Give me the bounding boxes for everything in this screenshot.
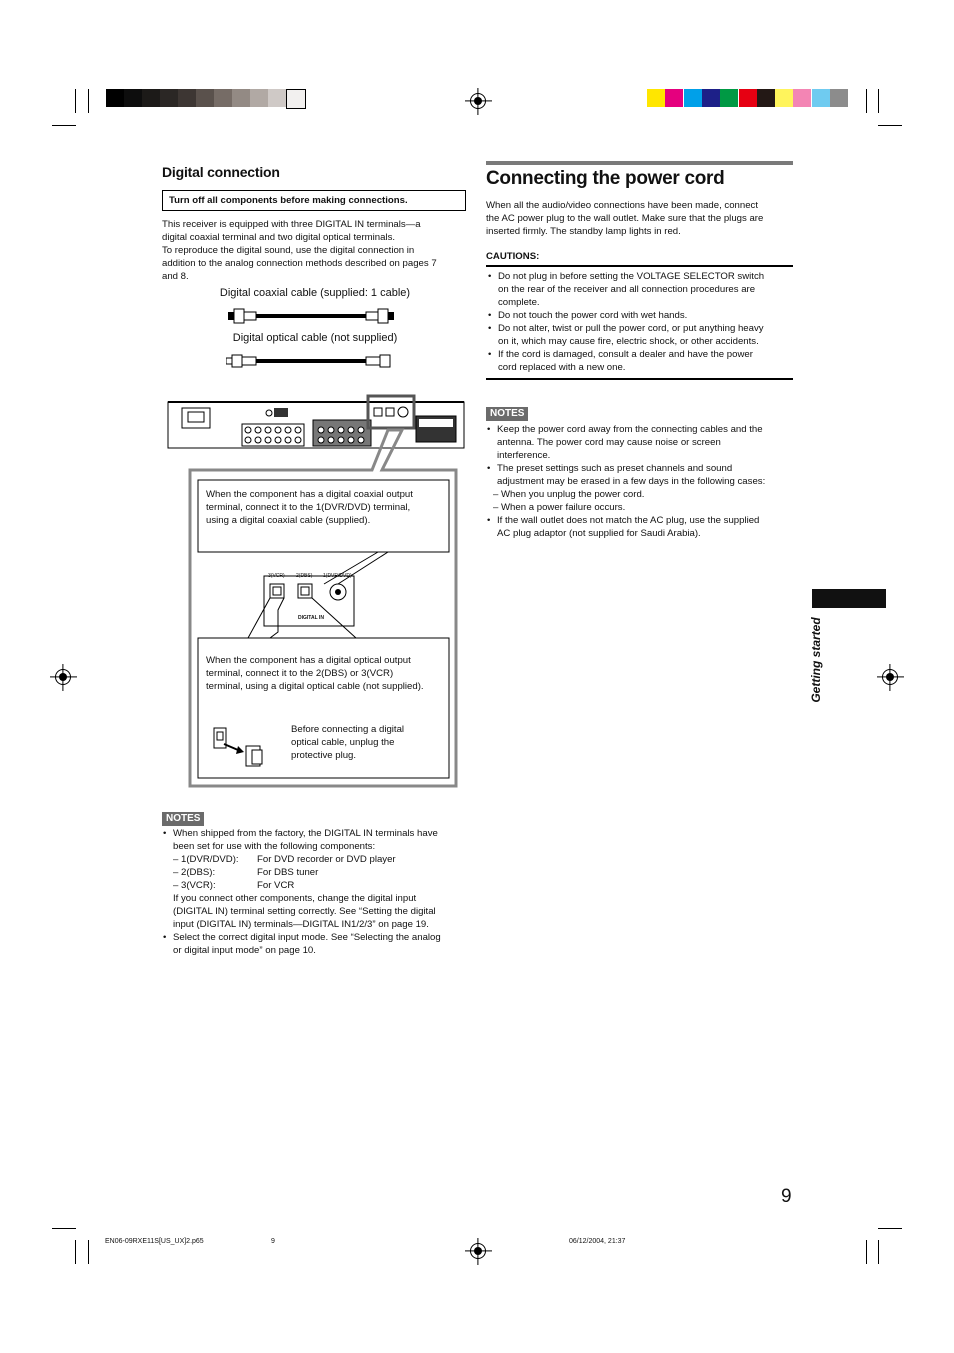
callout-line: When the component has a digital coaxial output [206, 489, 413, 500]
assignment-row [173, 866, 472, 879]
list-item [486, 514, 798, 540]
assignment-key: – 3(VCR): [173, 880, 216, 891]
notes-badge: NOTES [486, 407, 528, 421]
note-line: interference. [497, 450, 551, 461]
callout-optical [206, 654, 448, 693]
color-swatch [757, 89, 775, 107]
list-item [487, 309, 793, 322]
note-line: or digital input mode” on page 10. [173, 945, 316, 956]
callout-coaxial [206, 488, 446, 527]
note-line: • When shipped from the factory, the DIGITAL IN terminals have [173, 828, 438, 839]
assignment-row [173, 879, 472, 892]
gray-swatch [268, 89, 286, 107]
callout-line: terminal, using a digital optical cable (not supplied). [206, 681, 424, 692]
registration-mark-icon [470, 93, 486, 109]
caution-line: complete. [498, 297, 540, 308]
gray-swatch [232, 89, 250, 107]
coaxial-cable-icon [228, 306, 398, 326]
gray-swatch [286, 89, 306, 109]
digital-intro [162, 218, 468, 283]
gray-swatch [124, 89, 142, 107]
note-line: • Keep the power cord away from the connecting cables and the [497, 424, 763, 435]
cautions-label: CAUTIONS: [486, 251, 540, 262]
callout-line: When the component has a digital optical output [206, 655, 411, 666]
note-line: If you connect other components, change the digital input [173, 893, 417, 904]
right-notes [486, 423, 798, 540]
color-swatch [812, 89, 830, 107]
notes-badge: NOTES [162, 812, 204, 826]
caution-line: cord replaced with a new one. [498, 362, 626, 373]
assignment-value: For DBS tuner [257, 867, 319, 878]
assignment-value: For DVD recorder or DVD player [257, 854, 396, 865]
page-number: 9 [781, 1186, 792, 1207]
list-item [487, 348, 793, 374]
note-line: • Select the correct digital input mode. See “Selecting the analog [173, 932, 441, 943]
callout-line: using a digital coaxial cable (supplied). [206, 515, 371, 526]
color-swatch [720, 89, 738, 107]
intro-line: and 8. [162, 271, 189, 282]
note-line: antenna. The power cord may cause noise or screen [497, 437, 721, 448]
gray-swatch [196, 89, 214, 107]
list-item [162, 931, 472, 957]
plug-note [291, 723, 441, 762]
section-heading-digital: Digital connection [162, 164, 280, 180]
footer-file: EN06-09RXE11S[US_UX]2.p65 [105, 1238, 204, 1245]
note-line: • If the wall outlet does not match the AC plug, use the supplied [497, 515, 760, 526]
assignment-key: – 1(DVR/DVD): [173, 854, 239, 865]
note-line: been set for use with the following components: [173, 841, 376, 852]
callout-line: terminal, connect it to the 2(DBS) or 3(VCR) [206, 668, 394, 679]
note-line: AC plug adaptor (not supplied for Saudi Arabia). [497, 528, 701, 539]
list-item [487, 270, 793, 309]
registration-mark-icon [882, 669, 898, 685]
caution-line: • If the cord is damaged, consult a dealer and have the power [498, 349, 753, 360]
caution-line: • Do not touch the power cord with wet hands. [498, 310, 688, 321]
assignment-key: – 2(DBS): [173, 867, 216, 878]
plug-note-line: protective plug. [291, 750, 357, 761]
cautions-rule-top [486, 265, 793, 267]
list-item [162, 827, 472, 931]
color-swatch [793, 89, 811, 107]
intro-line: To reproduce the digital sound, use the digital connection in [162, 245, 415, 256]
callout-line: terminal, connect it to the 1(DVR/DVD) terminal, [206, 502, 411, 513]
assignment-row [173, 853, 472, 866]
terminal-label-vcr: 3(VCR) [268, 573, 285, 579]
warning-box [162, 190, 466, 211]
optical-cable-caption: Digital optical cable (not supplied) [232, 332, 398, 344]
section-rule [486, 161, 793, 165]
optical-cable-icon [226, 352, 396, 370]
cautions-rule-bottom [486, 378, 793, 380]
footer-page: 9 [271, 1238, 275, 1245]
intro-line: digital coaxial terminal and two digital optical terminals. [162, 232, 396, 243]
gray-swatch [214, 89, 232, 107]
note-line: input (DIGITAL IN) terminals—DIGITAL IN1/2/3” on page 19. [173, 919, 429, 930]
note-line: • The preset settings such as preset channels and sound [497, 463, 733, 474]
registration-mark-icon [470, 1243, 486, 1259]
intro-line: the AC power plug to the wall outlet. Make sure that the plugs are [486, 213, 764, 224]
gray-swatch [142, 89, 160, 107]
note-case: – When a power failure occurs. [493, 502, 626, 513]
intro-line: This receiver is equipped with three DIGITAL IN terminals—a [162, 219, 421, 230]
footer-timestamp: 06/12/2004, 21:37 [569, 1238, 626, 1245]
plug-note-line: optical cable, unplug the [291, 737, 395, 748]
digital-in-label: DIGITAL IN [298, 615, 324, 621]
gray-swatch [160, 89, 178, 107]
gray-swatch [178, 89, 196, 107]
caution-line: • Do not alter, twist or pull the power cord, or put anything heavy [498, 323, 764, 334]
side-tab-label: Getting started [809, 617, 823, 703]
caution-line: on the rear of the receiver and all connection procedures are [498, 284, 756, 295]
section-heading-power: Connecting the power cord [486, 168, 725, 189]
note-line: (DIGITAL IN) terminal setting correctly. See “Setting the digital [173, 906, 436, 917]
color-swatch [702, 89, 720, 107]
gray-swatch [106, 89, 124, 107]
intro-line: inserted firmly. The standby lamp lights in red. [486, 226, 681, 237]
intro-line: addition to the analog connection methods described on pages 7 [162, 258, 437, 269]
list-item [486, 462, 798, 488]
left-notes [162, 827, 472, 957]
note-case: – When you unplug the power cord. [493, 489, 645, 500]
cautions-list [487, 270, 793, 374]
color-swatch [739, 89, 757, 107]
color-swatch [665, 89, 683, 107]
color-swatch [830, 89, 848, 107]
power-intro [486, 199, 796, 238]
warning-text: Turn off all components before making connections. [169, 195, 408, 206]
list-item [486, 423, 798, 462]
terminal-label-dbs: 2(DBS) [296, 573, 313, 579]
plug-note-line: Before connecting a digital [291, 724, 405, 735]
caution-line: on it, which may cause fire, electric shock, or other accidents. [498, 336, 759, 347]
note-line: adjustment may be erased in a few days in the following cases: [497, 476, 766, 487]
color-swatch [775, 89, 793, 107]
gray-swatch [250, 89, 268, 107]
intro-line: When all the audio/video connections have been made, connect [486, 200, 759, 211]
color-swatch [647, 89, 665, 107]
color-swatch [684, 89, 702, 107]
list-item [487, 322, 793, 348]
coax-cable-caption: Digital coaxial cable (supplied: 1 cable) [219, 287, 411, 299]
assignment-value: For VCR [257, 880, 295, 891]
caution-line: • Do not plug in before setting the VOLTAGE SELECTOR switch [498, 271, 765, 282]
terminal-label-dvd: 1(DVR/DVD) [323, 573, 352, 579]
registration-mark-icon [55, 669, 71, 685]
